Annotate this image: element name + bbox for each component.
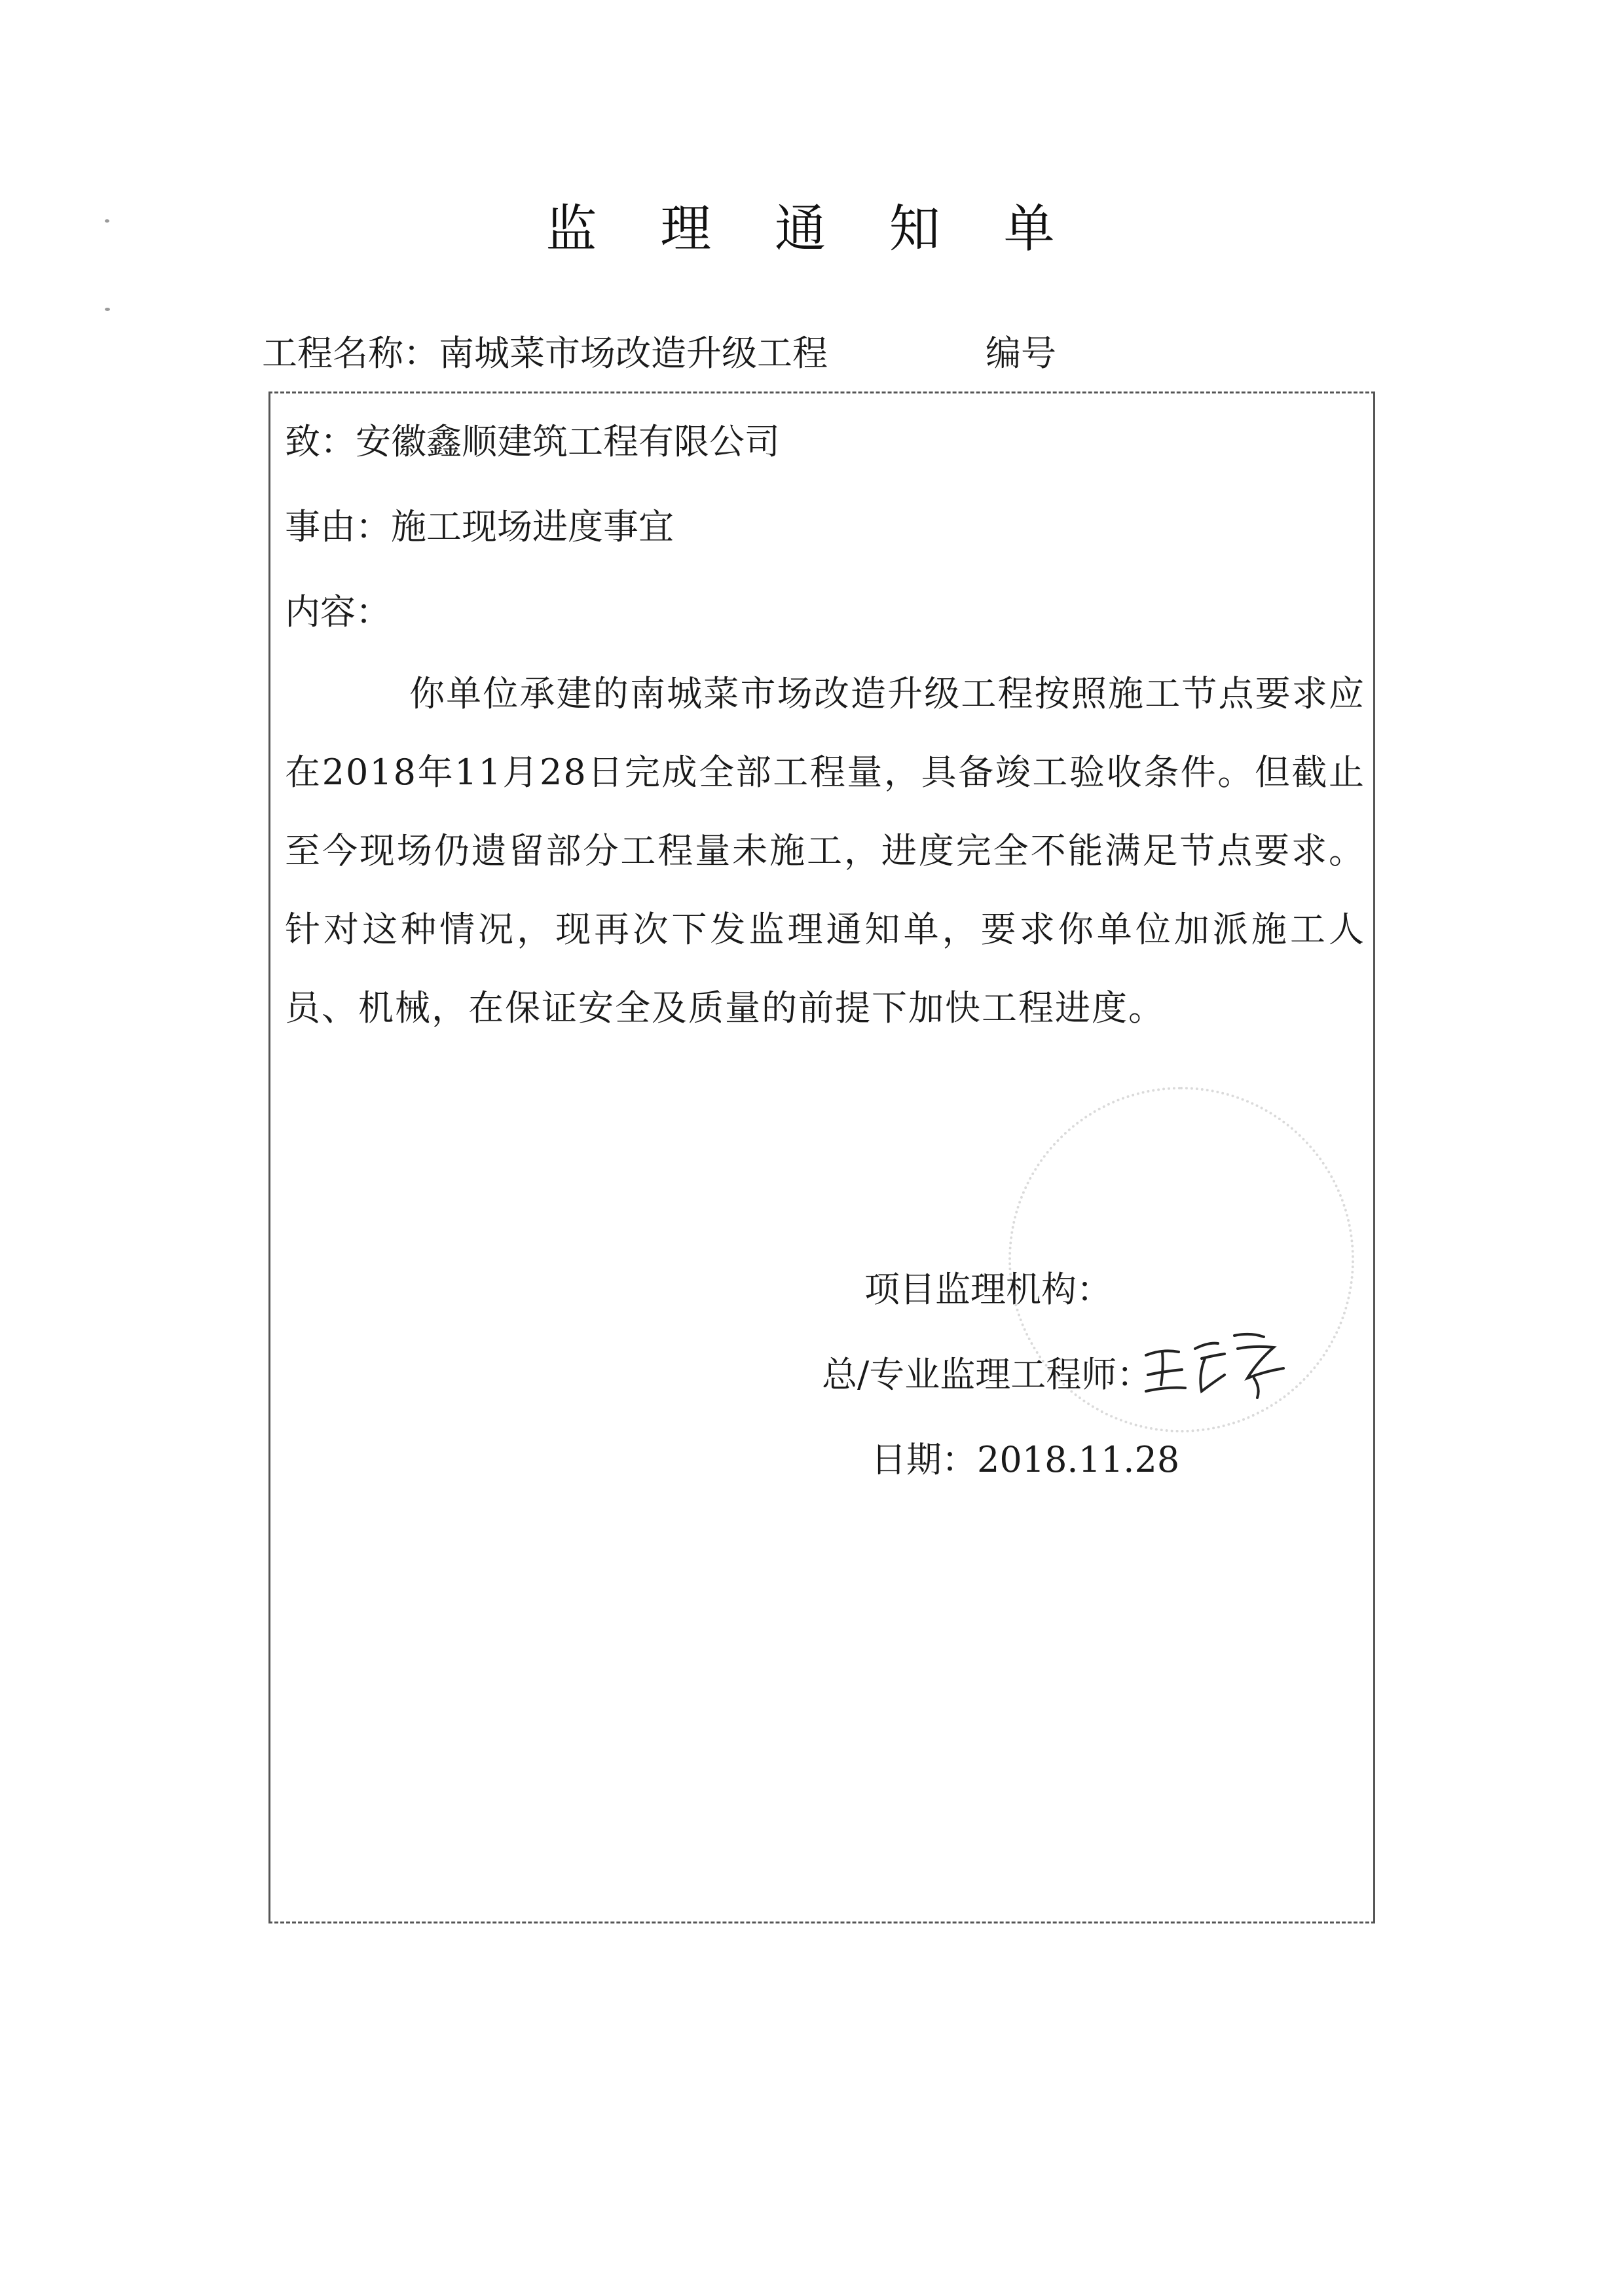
engineer-label: 总/专业监理工程师： (822, 1354, 1153, 1395)
project-name-line (262, 324, 828, 383)
content-body: 你单位承建的南城菜市场改造升级工程按照施工节点要求应在2018年11月28日完成全部工程量，具备竣工验收条件。但截止至今现场仍遗留部分工程量未施工，进度完全不能满足节点要求。针对这种情况，现再次下发监理通知单，要求你单位加派施工人员、机械，在保证安全及质量的前提下加快工程进度。 (285, 673, 1365, 1029)
recipient-line (285, 412, 780, 471)
serial-number-label: 编号 (986, 333, 1056, 374)
subject-line (285, 498, 674, 556)
project-name-value: 南城菜市场改造升级工程 (439, 333, 828, 374)
recipient-value: 安徽鑫顺建筑工程有限公司 (356, 421, 780, 462)
project-name-label: 工程名称： (262, 333, 439, 374)
subject-value: 施工现场进度事宜 (391, 506, 674, 547)
date-line (871, 1430, 1179, 1489)
document-title: 监 理 通 知 单 (545, 200, 1079, 259)
date-value: 2018.11.28 (977, 1439, 1180, 1480)
signature-mark (1143, 1329, 1293, 1401)
supervision-org-label: 项目监理机构： (864, 1269, 1112, 1310)
content-label: 内容： (285, 591, 391, 632)
date-label: 日期： (871, 1439, 977, 1480)
scan-speck (105, 308, 110, 311)
recipient-label: 致： (285, 421, 356, 462)
engineer-signature (1143, 1329, 1293, 1401)
subject-label: 事由： (285, 506, 391, 547)
